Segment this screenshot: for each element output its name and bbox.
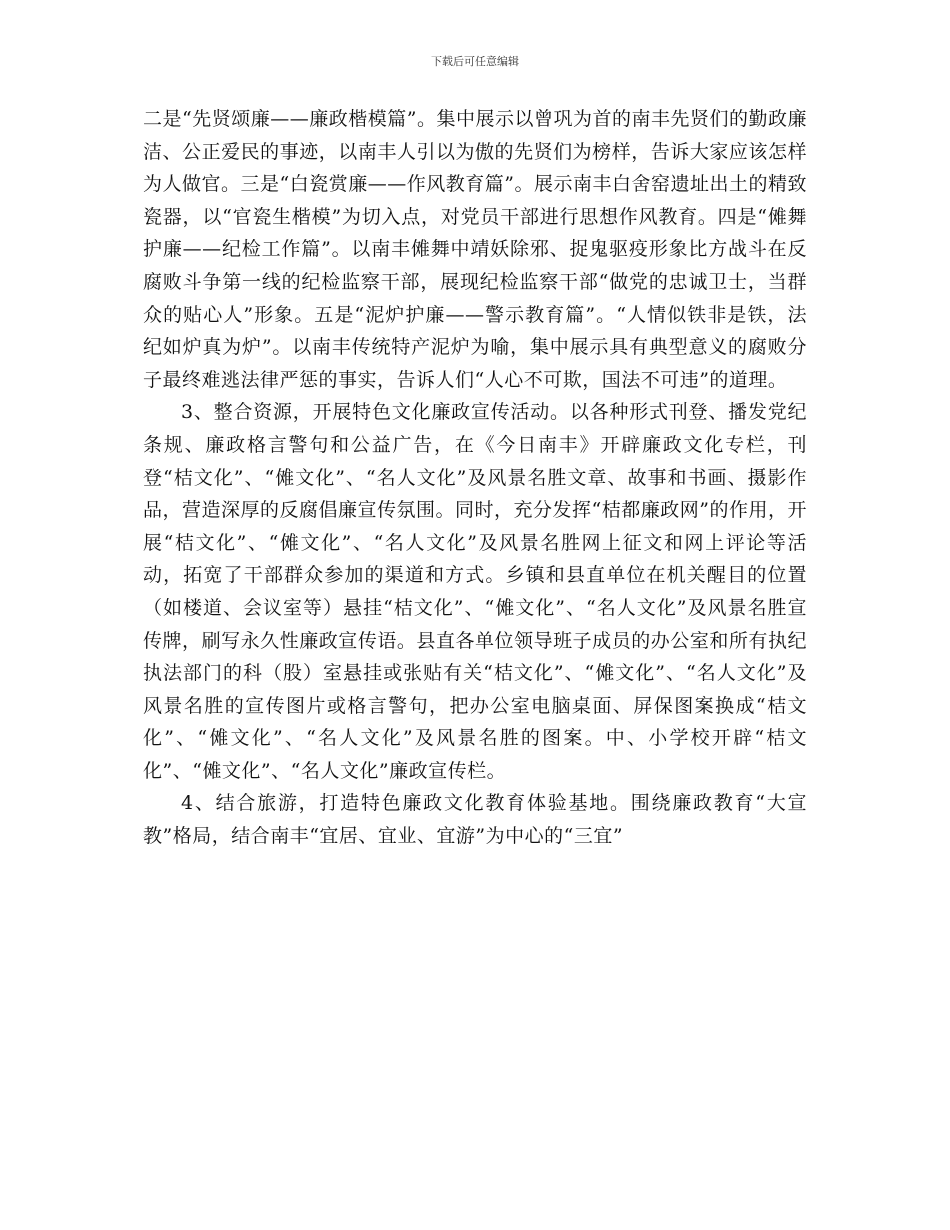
paragraph-heroes: 二是“先贤颂廉——廉政楷模篇”。集中展示以曾巩为首的南丰先贤们的勤政廉洁、公正爱民的事迹，以南丰人引以为傲的先贤们为榜样，告诉大家应该怎样为人做官。三是“白瓷赏廉——作风教育篇”。展示南丰白舍窑遗址出土的精致瓷器，以“官瓷生楷模”为切入点，对党员干部进行思想作风教育。四是“傩舞护廉——纪检工作篇”。以南丰傩舞中靖妖除邪、捉鬼驱疫形象比方战斗在反腐败斗争第一线的纪检监察干部，展现纪检监察干部“做党的忠诚卫士，当群众的贴心人”形象。五是“泥炉护廉——警示教育篇”。“人情似铁非是铁，法纪如炉真为炉”。以南丰传统特产泥炉为喻，集中展示具有典型意义的腐败分子最终难逃法律严惩的事实，告诉人们“人心不可欺，国法不可违”的道理。 [143, 108, 807, 391]
paragraph-tourism: 4、结合旅游，打造特色廉政文化教育体验基地。围绕廉政教育“大宣教”格局，结合南丰“宜居、宜业、宜游”为中心的“三宜” [143, 792, 807, 848]
document-body [143, 103, 807, 853]
paragraph-resources: 3、整合资源，开展特色文化廉政宣传活动。以各种形式刊登、播发党纪条规、廉政格言警句和公益广告，在《今日南丰》开辟廉政文化专栏，刊登“桔文化”、“傩文化”、“名人文化”及风景名胜文章、故事和书画、摄影作品，营造深厚的反腐倡廉宣传氛围。同时，充分发挥“桔都廉政网”的作用，开展“桔文化”、“傩文化”、“名人文化”及风景名胜网上征文和网上评论等活动，拓宽了干部群众参加的渠道和方式。乡镇和县直单位在机关醒目的位置（如楼道、会议室等）悬挂“桔文化”、“傩文化”、“名人文化”及风景名胜宣传牌，刷写永久性廉政宣传语。县直各单位领导班子成员的办公室和所有执纪执法部门的科（股）室悬挂或张贴有关“桔文化”、“傩文化”、“名人文化”及风景名胜的宣传图片或格言警句，把办公室电脑桌面、屏保图案换成“桔文化”、“傩文化”、“名人文化”及风景名胜的图案。中、小学校开辟“桔文化”、“傩文化”、“名人文化”廉政宣传栏。 [143, 401, 807, 782]
page-header: 下载后可任意编辑 [431, 55, 519, 68]
